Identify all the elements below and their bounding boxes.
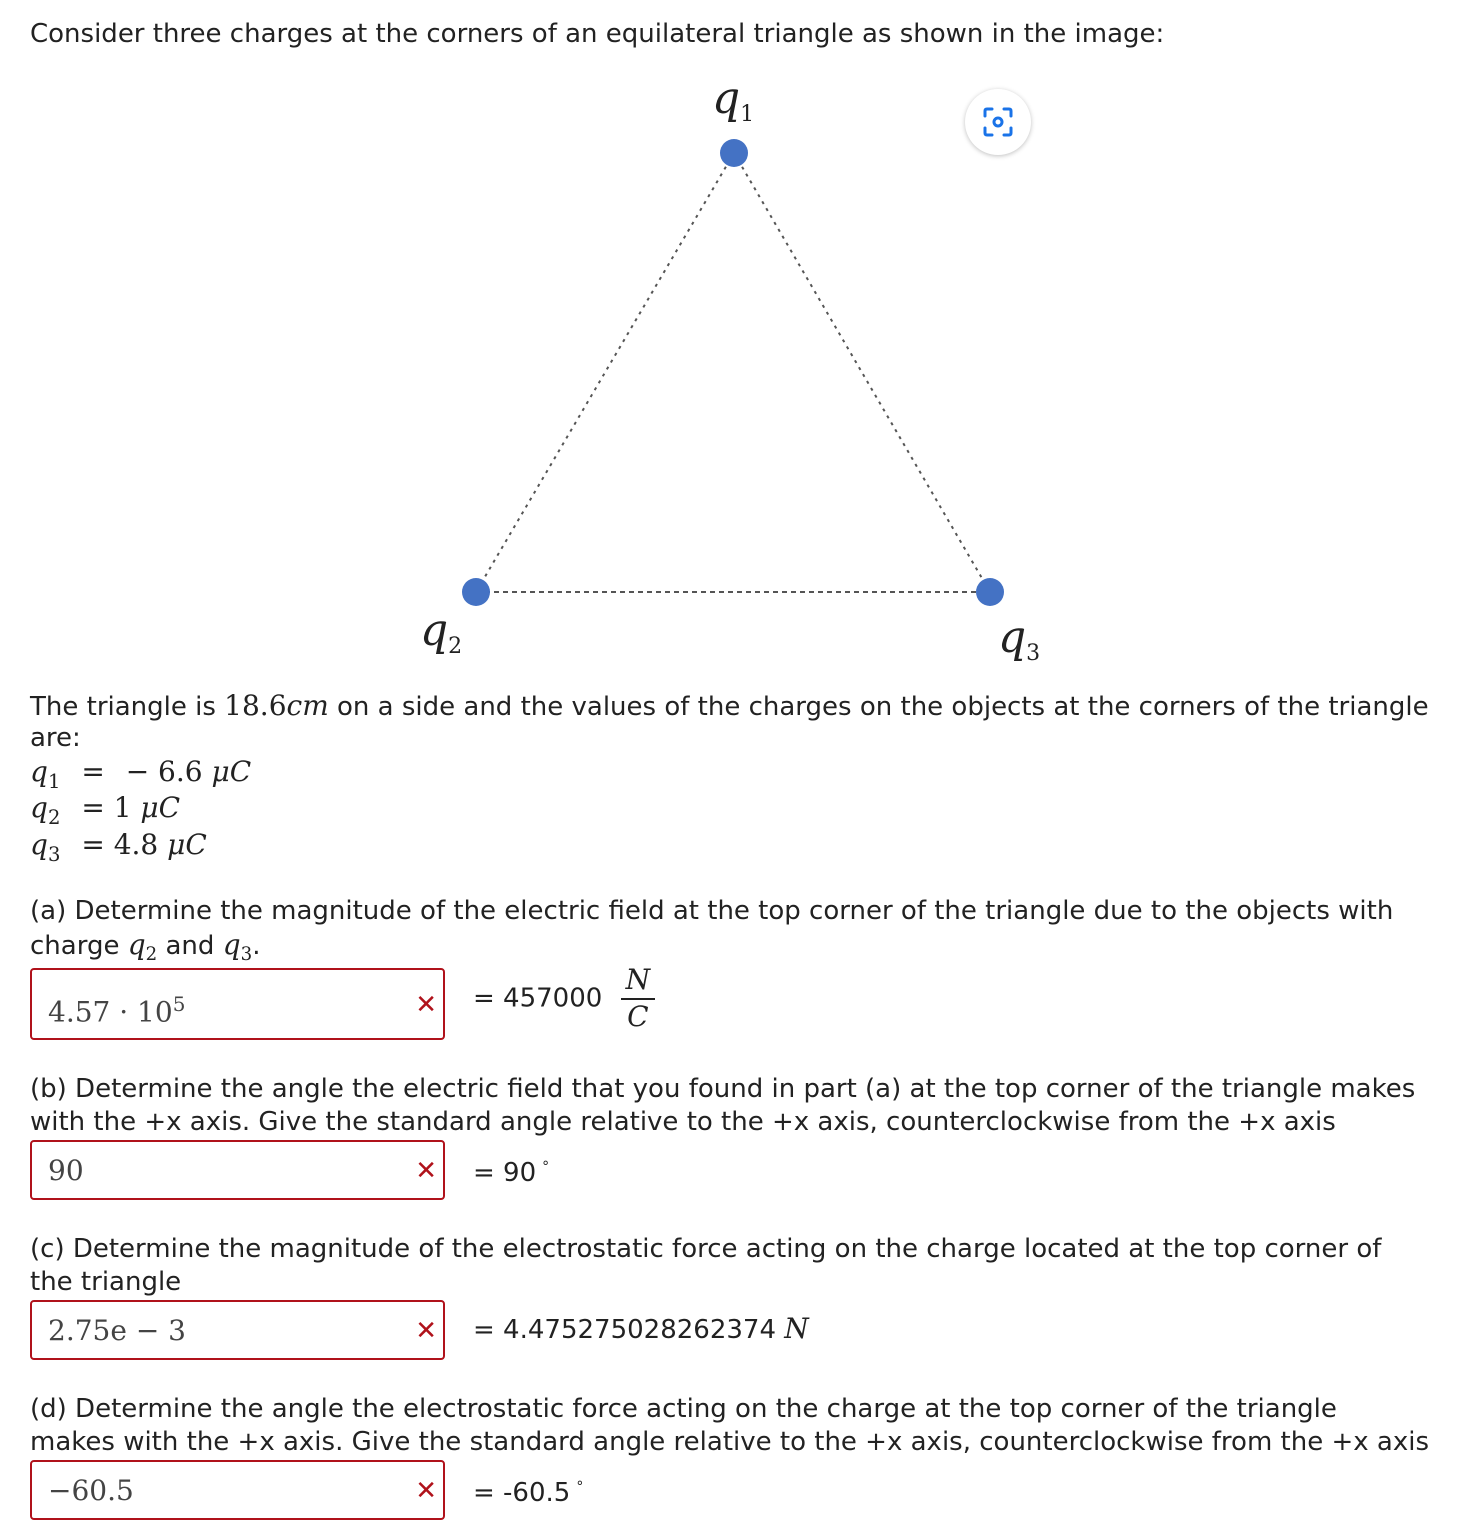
part-a-question-line2: charge $q_2$ and $q_3$. xyxy=(30,928,261,966)
charge-q1-dot xyxy=(720,139,748,167)
incorrect-x-icon: ✕ xyxy=(415,1156,437,1186)
scan-camera-icon xyxy=(982,106,1014,138)
part-d-question-line1: (d) Determine the angle the electrostatic force acting on the charge at the top corner of the triangle xyxy=(30,1394,1337,1424)
incorrect-x-icon: ✕ xyxy=(415,990,437,1020)
part-d-answer-input[interactable] xyxy=(30,1460,445,1520)
label-q2: q2 xyxy=(420,605,463,659)
part-a-result: = 457000 $\frac{N}{C}$ xyxy=(473,964,655,1034)
scan-image-button[interactable] xyxy=(965,89,1031,155)
charge-q2-value: $q_2 = 1$ μC xyxy=(30,791,181,829)
label-q3: q3 xyxy=(998,612,1041,666)
part-b-answer-value: 90 xyxy=(48,1154,84,1187)
part-c-question-line2: the triangle xyxy=(30,1267,182,1297)
incorrect-x-icon: ✕ xyxy=(415,1316,437,1346)
part-c-question-line1: (c) Determine the magnitude of the electrostatic force acting on the charge located at the top corner of xyxy=(30,1234,1382,1264)
triangle-diagram xyxy=(0,0,1463,680)
charge-q2-dot xyxy=(462,578,490,606)
description-line1: The triangle is 18.6cm on a side and the values of the charges on the objects at the corners of the triangle xyxy=(30,689,1429,722)
charge-q1-value: $q_1$ = − 6.6 μC xyxy=(30,755,252,793)
part-c-answer-input[interactable] xyxy=(30,1300,445,1360)
edge-q1-q2 xyxy=(476,153,734,592)
part-b-result: = 90 ° xyxy=(473,1158,550,1188)
part-a-answer-value: $4.57 \cdot 10^5$ xyxy=(48,992,186,1029)
incorrect-x-icon: ✕ xyxy=(415,1476,437,1506)
label-q1: q1 xyxy=(712,73,755,127)
charge-q3-value: $q_3 = 4.8$ μC xyxy=(30,828,207,866)
part-c-answer-value: 2.75e − 3 xyxy=(48,1314,186,1347)
charge-q3-dot xyxy=(976,578,1004,606)
part-d-question-line2: makes with the +x axis. Give the standard angle relative to the +x axis, counterclockwise from the +x axis xyxy=(30,1427,1430,1457)
description-line2: are: xyxy=(30,723,81,753)
part-a-answer-input[interactable] xyxy=(30,968,445,1040)
part-b-question-line1: (b) Determine the angle the electric field that you found in part (a) at the top corner of the triangle makes xyxy=(30,1074,1416,1104)
part-d-answer-value: −60.5 xyxy=(48,1474,134,1507)
part-c-result: = 4.475275028262374 N xyxy=(473,1312,809,1345)
part-b-answer-input[interactable] xyxy=(30,1140,445,1200)
part-b-question-line2: with the +x axis. Give the standard angle relative to the +x axis, counterclockwise from the +x axis xyxy=(30,1107,1336,1137)
edge-q1-q3 xyxy=(734,153,990,592)
intro-text: Consider three charges at the corners of an equilateral triangle as shown in the image: xyxy=(30,19,1165,49)
unit-fraction: $\frac{N}{C}$ xyxy=(621,964,656,1034)
part-a-question-line1: (a) Determine the magnitude of the electric field at the top corner of the triangle due to the objects with xyxy=(30,896,1394,926)
part-d-result: = -60.5 ° xyxy=(473,1478,584,1508)
